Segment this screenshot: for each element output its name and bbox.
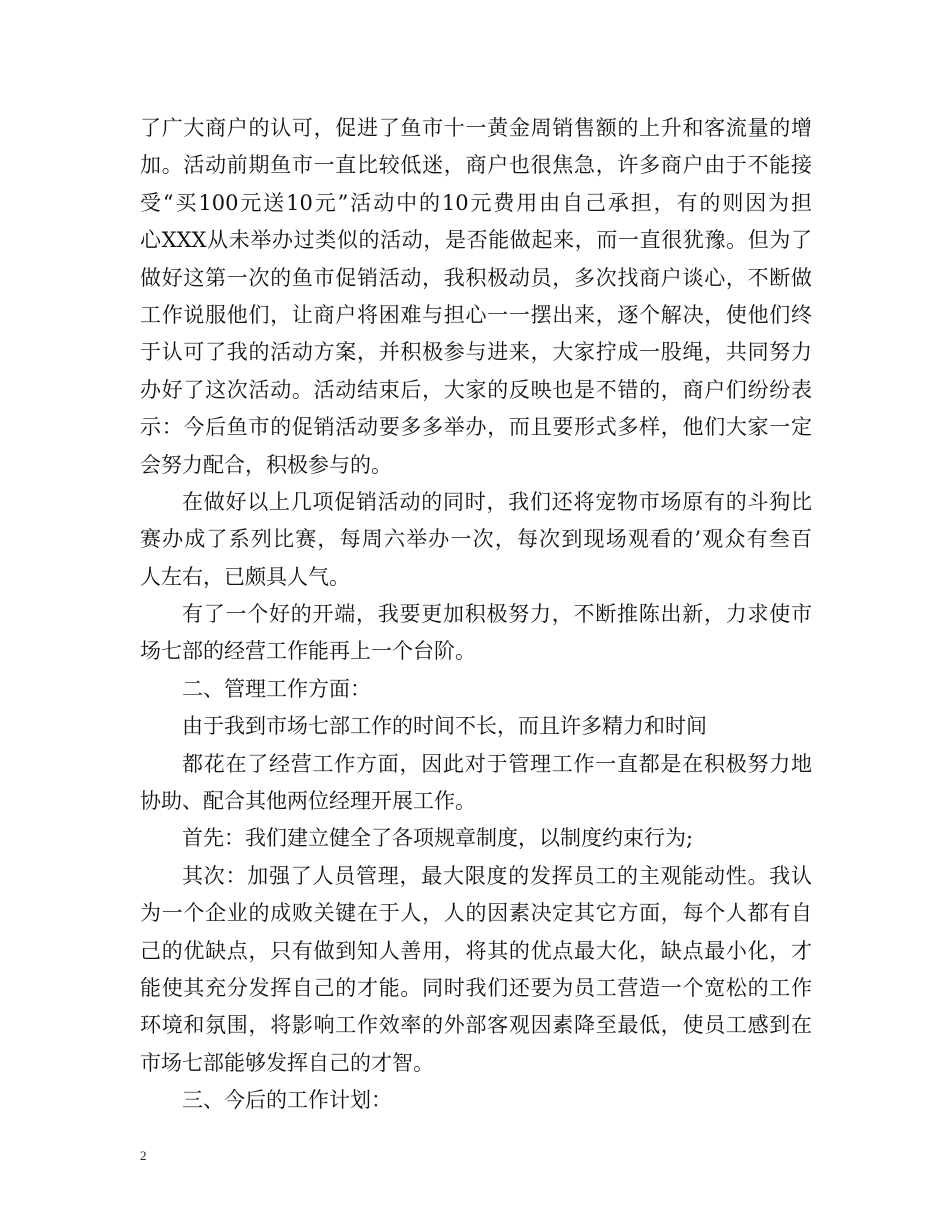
- text-line: 示：今后鱼市的促销活动要多多举办，而且要形式多样，他们大家一定: [140, 415, 812, 440]
- text-line: 加。活动前期鱼市一直比较低迷，商户也很焦急，许多商户由于不能接: [140, 153, 812, 178]
- section-heading: 三、今后的工作计划：: [182, 1088, 392, 1113]
- paragraph-start-line: 有了一个好的开端，我要更加积极努力，不断推陈出新，力求使市: [182, 602, 812, 627]
- paragraph-start-line: 其次：加强了人员管理，最大限度的发挥员工的主观能动性。我认: [182, 863, 812, 888]
- page-number: 2: [140, 1148, 147, 1163]
- text-line: 了广大商户的认可，促进了鱼市十一黄金周销售额的上升和客流量的增: [140, 116, 812, 140]
- text-line: 环境和氛围，将影响工作效率的外部客观因素降至最低，使员工感到在: [140, 1013, 812, 1038]
- section-heading: 二、管理工作方面：: [182, 676, 371, 701]
- text-line: 场七部的经营工作能再上一个台阶。: [140, 639, 476, 664]
- text-line: 协助、配合其他两位经理开展工作。: [140, 789, 476, 814]
- text-line: 市场七部能够发挥自己的才智。: [140, 1050, 434, 1075]
- text-line: 做好这第一次的鱼市促销活动，我积极动员，多次找商户谈心，不断做: [140, 265, 812, 290]
- text-line: 人左右，已颇具人气。: [140, 564, 350, 589]
- text-line: 工作说服他们，让商户将困难与担心一一摆出来，逐个解决，使他们终: [140, 302, 812, 327]
- paragraph-start-line: 由于我到市场七部工作的时间不长，而且许多精力和时间: [182, 714, 707, 739]
- body-text: [140, 110, 812, 1120]
- text-line: 受“买100元送10元”活动中的10元费用由自己承担，有的则因为担: [140, 190, 812, 215]
- paragraph-start-line: 首先：我们建立健全了各项规章制度，以制度约束行为;: [182, 826, 694, 851]
- text-line: 能使其充分发挥自己的才能。同时我们还要为员工营造一个宽松的工作: [140, 975, 812, 1000]
- text-line: 于认可了我的活动方案，并积极参与进来，大家拧成一股绳，共同努力: [140, 340, 812, 365]
- text-line: 办好了这次活动。活动结束后，大家的反映也是不错的，商户们纷纷表: [140, 377, 812, 402]
- text-line: 赛办成了系列比赛，每周六举办一次，每次到现场观看的’观众有叁百: [140, 527, 812, 552]
- text-line: 为一个企业的成败关键在于人，人的因素决定其它方面，每个人都有自: [140, 901, 812, 926]
- paragraph-start-line: 都花在了经营工作方面，因此对于管理工作一直都是在积极努力地: [182, 751, 812, 776]
- paragraph-start-line: 在做好以上几项促销活动的同时，我们还将宠物市场原有的斗狗比: [182, 489, 812, 514]
- text-line: 会努力配合，积极参与的。: [140, 452, 392, 477]
- text-line: 己的优缺点，只有做到知人善用，将其的优点最大化，缺点最小化，才: [140, 938, 812, 963]
- text-line: 心XXX从未举办过类似的活动，是否能做起来，而一直很犹豫。但为了: [140, 228, 812, 253]
